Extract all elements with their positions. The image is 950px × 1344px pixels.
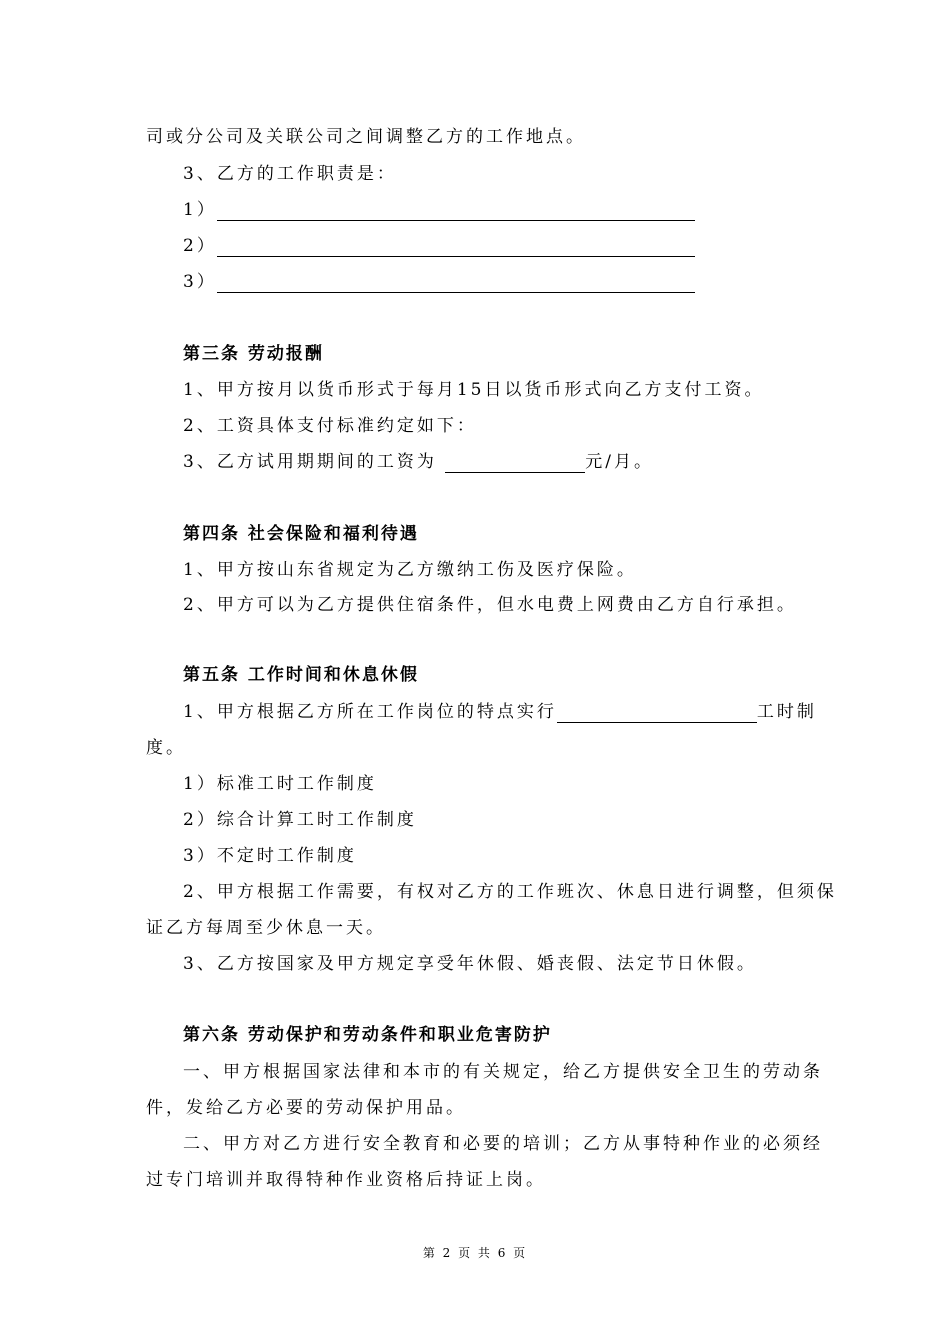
text-line: 2、工资具体支付标准约定如下： <box>183 416 477 436</box>
article-3-title: 第三条 劳动报酬 <box>183 344 324 364</box>
option-line: 2）综合计算工时工作制度 <box>183 810 417 830</box>
text-line: 司或分公司及关联公司之间调整乙方的工作地点。 <box>146 127 586 147</box>
text-line: 件，发给乙方必要的劳动保护用品。 <box>146 1098 466 1118</box>
duty-line-2 <box>183 235 695 257</box>
work-hours-text: 1、甲方根据乙方所在工作岗位的特点实行 <box>183 702 557 722</box>
duty-line-3 <box>183 271 695 293</box>
text-line: 一、甲方根据国家法律和本市的有关规定，给乙方提供安全卫生的劳动条 <box>183 1062 823 1082</box>
article-4-title: 第四条 社会保险和福利待遇 <box>183 524 419 544</box>
text-line: 1、甲方按月以货币形式于每月15日以货币形式向乙方支付工资。 <box>183 380 765 400</box>
text-line: 证乙方每周至少休息一天。 <box>146 918 386 938</box>
option-line: 3）不定时工作制度 <box>183 846 357 866</box>
work-hours-suffix: 工时制 <box>756 702 817 722</box>
duty-label-2: 2） <box>183 236 217 256</box>
text-line: 3、乙方按国家及甲方规定享受年休假、婚丧假、法定节日休假。 <box>183 954 757 974</box>
duty-label-3: 3） <box>183 272 217 292</box>
work-hours-blank <box>557 704 757 723</box>
salary-text: 3、乙方试用期期间的工资为 <box>183 452 446 472</box>
text-line: 1、甲方按山东省规定为乙方缴纳工伤及医疗保险。 <box>183 560 637 580</box>
text-line: 度。 <box>146 738 186 758</box>
work-hours-line <box>183 701 817 723</box>
salary-line <box>183 451 654 473</box>
duty-label-1: 1） <box>183 200 217 220</box>
duty-line-1 <box>183 199 695 221</box>
text-line: 二、甲方对乙方进行安全教育和必要的培训；乙方从事特种作业的必须经 <box>183 1134 823 1154</box>
article-5-title: 第五条 工作时间和休息休假 <box>183 665 419 685</box>
article-6-title: 第六条 劳动保护和劳动条件和职业危害防护 <box>183 1025 552 1045</box>
duty-blank-1 <box>217 202 695 221</box>
text-line: 2、甲方可以为乙方提供住宿条件，但水电费上网费由乙方自行承担。 <box>183 595 797 615</box>
page-footer: 第 2 页 共 6 页 <box>422 1246 528 1260</box>
text-line: 2、甲方根据工作需要，有权对乙方的工作班次、休息日进行调整，但须保 <box>183 882 837 902</box>
duty-blank-2 <box>217 238 695 257</box>
salary-blank <box>445 454 585 473</box>
duties-heading: 3、乙方的工作职责是： <box>183 164 397 184</box>
duty-blank-3 <box>217 274 695 293</box>
text-line: 过专门培训并取得特种作业资格后持证上岗。 <box>146 1170 546 1190</box>
option-line: 1）标准工时工作制度 <box>183 774 377 794</box>
salary-unit: 元/月。 <box>585 452 654 472</box>
